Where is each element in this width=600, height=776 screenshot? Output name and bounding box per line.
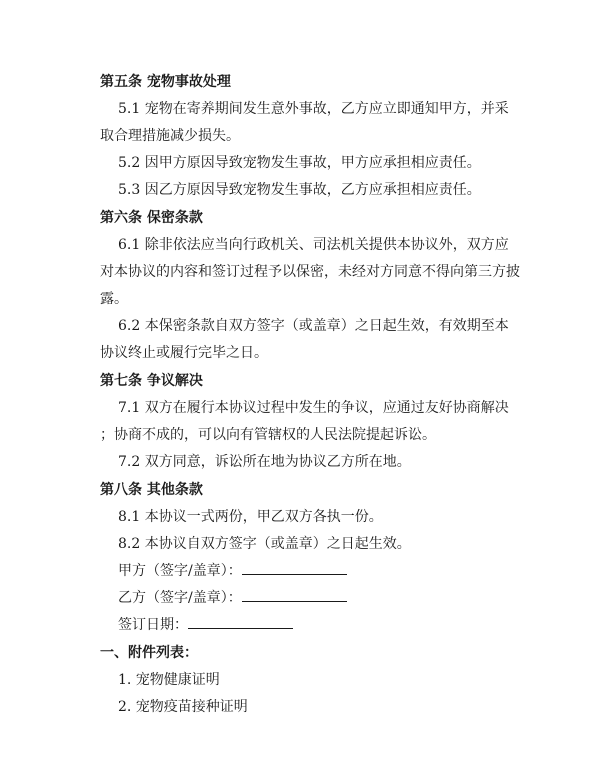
attachment-item-1: 1. 宠物健康证明 (118, 672, 220, 688)
signature-party-a-blank (242, 560, 347, 575)
attachments-heading: 一、附件列表： (100, 645, 198, 661)
clause-7-1 (100, 395, 514, 449)
clause-8-2-line-1: 8.2 本协议自双方签字（或盖章）之日起生效。 (118, 536, 411, 552)
clause-6-2 (100, 313, 514, 367)
clause-8-2 (118, 531, 514, 558)
clause-5-3 (118, 177, 514, 204)
clause-5-1-line-1: 5.1 宠物在寄养期间发生意外事故，乙方应立即通知甲方，并采 (118, 101, 509, 117)
attachment-item-2: 2. 宠物疫苗接种证明 (118, 699, 248, 715)
signature-party-a (118, 558, 514, 585)
signature-party-b-label: 乙方（签字/盖章）： (118, 590, 242, 606)
clause-6-2-line-2: 协议终止或履行完毕之日。 (100, 345, 268, 361)
signature-party-b (118, 585, 514, 612)
section-7-heading: 第七条 争议解决 (100, 373, 203, 389)
clause-6-1-line-2: 对本协议的内容和签订过程予以保密，未经对方同意不得向第三方披 (100, 264, 520, 280)
signing-date-blank (188, 614, 293, 629)
clause-6-2-line-1: 6.2 本保密条款自双方签字（或盖章）之日起生效，有效期至本 (118, 318, 509, 334)
clause-7-2 (118, 449, 514, 476)
clause-7-2-line-1: 7.2 双方同意，诉讼所在地为协议乙方所在地。 (118, 454, 411, 470)
clause-5-1-line-2: 取合理措施减少损失。 (100, 128, 240, 144)
clause-6-1-line-3: 露。 (100, 291, 128, 307)
signature-party-b-blank (242, 587, 347, 602)
clause-8-1-line-1: 8.1 本协议一式两份，甲乙双方各执一份。 (118, 509, 383, 525)
clause-7-1-line-1: 7.1 双方在履行本协议过程中发生的争议，应通过友好协商解决 (118, 400, 509, 416)
clause-5-1 (100, 96, 514, 150)
clause-8-1 (118, 504, 514, 531)
signing-date-label: 签订日期： (118, 617, 188, 633)
clause-5-3-line-1: 5.3 因乙方原因导致宠物发生事故，乙方应承担相应责任。 (118, 182, 481, 198)
agreement-body (100, 68, 520, 721)
clause-5-2-line-1: 5.2 因甲方原因导致宠物发生事故，甲方应承担相应责任。 (118, 155, 481, 171)
section-6-heading: 第六条 保密条款 (100, 210, 203, 226)
clause-5-2 (118, 150, 514, 177)
clause-7-1-line-2: ；协商不成的，可以向有管辖权的人民法院提起诉讼。 (100, 427, 436, 443)
clause-6-1 (100, 232, 520, 313)
section-8-heading: 第八条 其他条款 (100, 482, 203, 498)
signature-party-a-label: 甲方（签字/盖章）： (118, 563, 242, 579)
clause-6-1-line-1: 6.1 除非依法应当向行政机关、司法机关提供本协议外，双方应 (118, 237, 509, 253)
signing-date (118, 612, 514, 639)
section-5-heading: 第五条 宠物事故处理 (100, 74, 231, 90)
